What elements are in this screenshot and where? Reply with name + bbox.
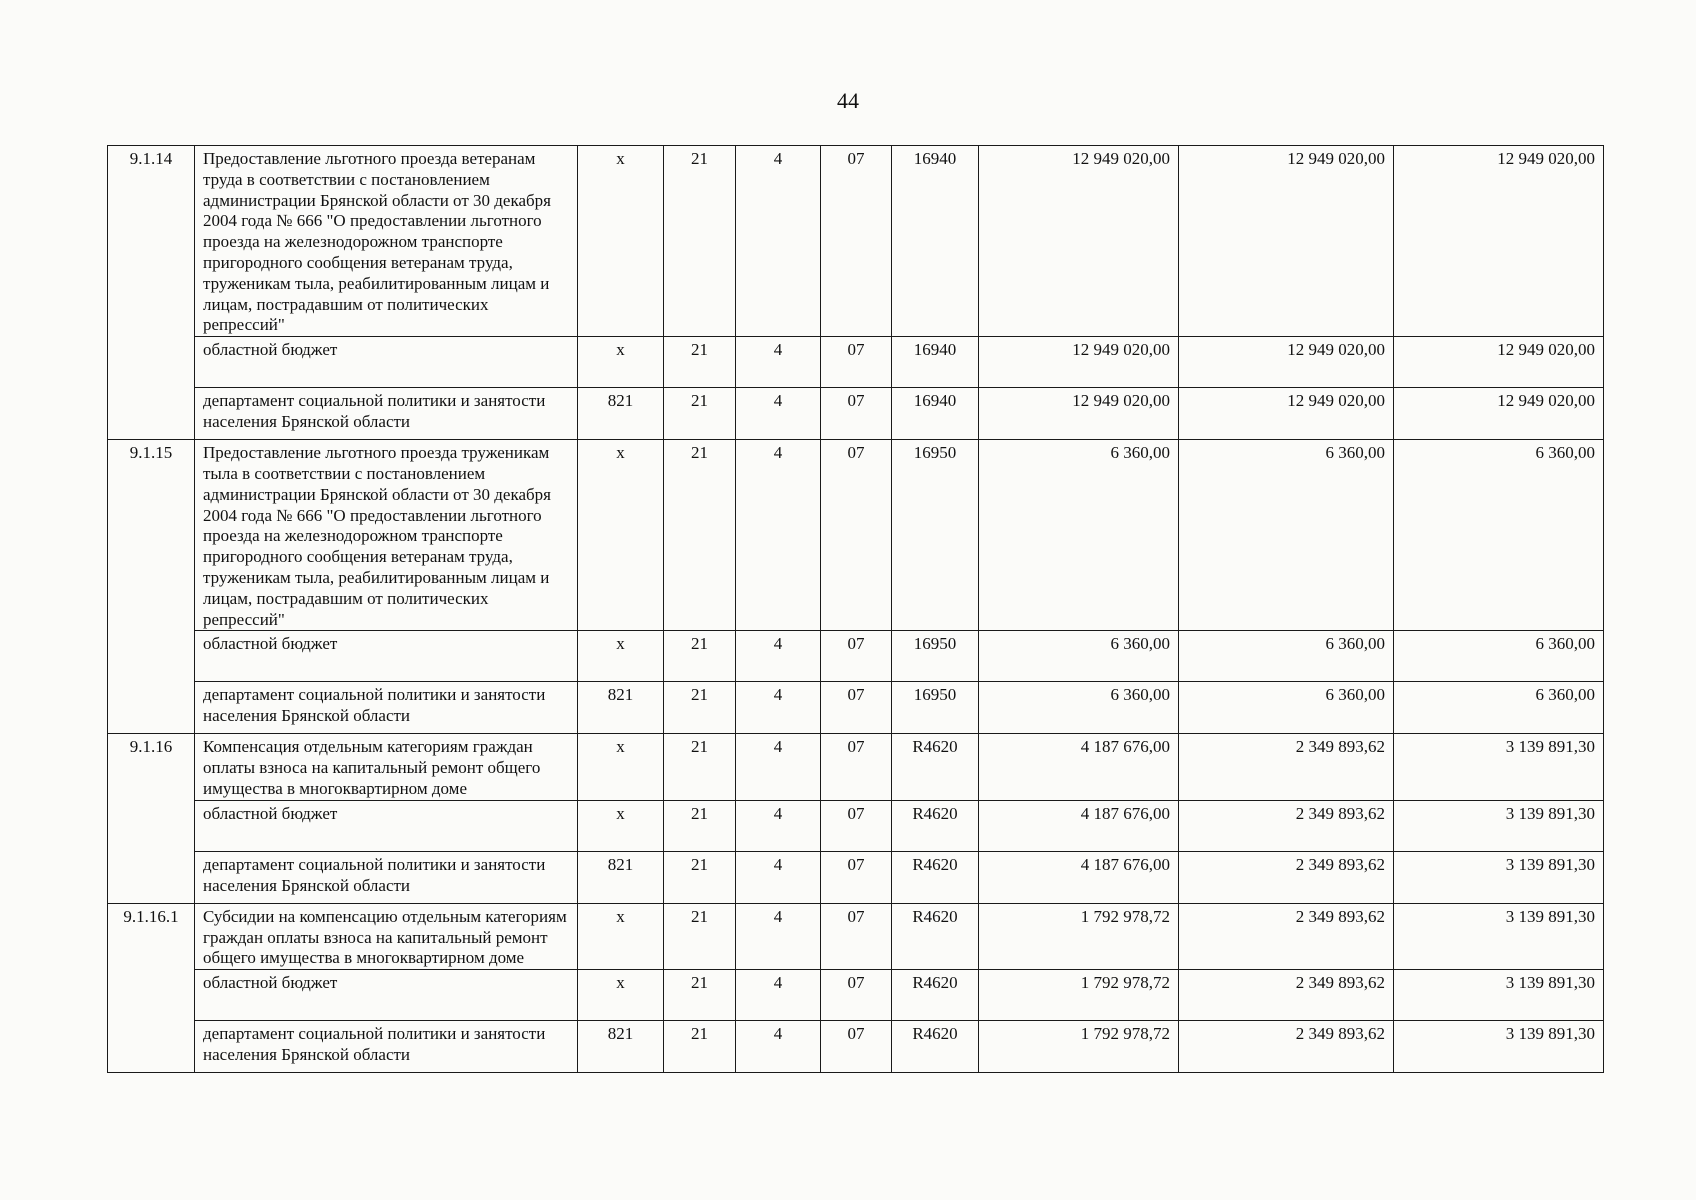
cell-pr: 4 bbox=[736, 903, 821, 969]
cell-rz: 21 bbox=[664, 440, 736, 631]
cell-amount-year1: 4 187 676,00 bbox=[979, 800, 1179, 851]
cell-pr: 4 bbox=[736, 734, 821, 800]
budget-table bbox=[107, 145, 1604, 1073]
table-row-department bbox=[108, 682, 1604, 734]
cell-csr: 07 bbox=[821, 631, 892, 682]
table-row-regional-budget bbox=[108, 970, 1604, 1021]
cell-amount-year2: 12 949 020,00 bbox=[1179, 337, 1394, 388]
cell-rz: 21 bbox=[664, 1021, 736, 1073]
cell-amount-year3: 6 360,00 bbox=[1394, 682, 1604, 734]
cell-rz: 21 bbox=[664, 146, 736, 337]
cell-grbs: х bbox=[578, 337, 664, 388]
page-number: 44 bbox=[837, 88, 859, 113]
cell-name: департамент социальной политики и занятости населения Брянской области bbox=[195, 1021, 578, 1073]
budget-table-body bbox=[108, 146, 1604, 1073]
cell-amount-year3: 12 949 020,00 bbox=[1394, 388, 1604, 440]
cell-pr: 4 bbox=[736, 970, 821, 1021]
cell-grbs: 821 bbox=[578, 388, 664, 440]
cell-pr: 4 bbox=[736, 388, 821, 440]
table-row-department bbox=[108, 1021, 1604, 1073]
cell-csr: 07 bbox=[821, 146, 892, 337]
cell-amount-year3: 6 360,00 bbox=[1394, 440, 1604, 631]
cell-amount-year1: 4 187 676,00 bbox=[979, 851, 1179, 903]
cell-amount-year1: 6 360,00 bbox=[979, 631, 1179, 682]
cell-amount-year2: 2 349 893,62 bbox=[1179, 1021, 1394, 1073]
table-row-measure bbox=[108, 734, 1604, 800]
cell-amount-year3: 12 949 020,00 bbox=[1394, 146, 1604, 337]
cell-amount-year3: 3 139 891,30 bbox=[1394, 734, 1604, 800]
cell-grbs: х bbox=[578, 903, 664, 969]
cell-pr: 4 bbox=[736, 631, 821, 682]
cell-pr: 4 bbox=[736, 800, 821, 851]
cell-name: департамент социальной политики и занятости населения Брянской области bbox=[195, 388, 578, 440]
table-row-measure bbox=[108, 903, 1604, 969]
cell-rz: 21 bbox=[664, 682, 736, 734]
cell-csr: 07 bbox=[821, 851, 892, 903]
table-row-regional-budget bbox=[108, 631, 1604, 682]
cell-amount-year3: 3 139 891,30 bbox=[1394, 970, 1604, 1021]
table-row-department bbox=[108, 851, 1604, 903]
cell-grbs: х bbox=[578, 631, 664, 682]
cell-csr: 07 bbox=[821, 903, 892, 969]
cell-name: департамент социальной политики и занятости населения Брянской области bbox=[195, 851, 578, 903]
cell-grbs: 821 bbox=[578, 682, 664, 734]
cell-amount-year2: 2 349 893,62 bbox=[1179, 800, 1394, 851]
cell-amount-year2: 2 349 893,62 bbox=[1179, 734, 1394, 800]
cell-code: R4620 bbox=[892, 903, 979, 969]
cell-amount-year3: 3 139 891,30 bbox=[1394, 800, 1604, 851]
cell-grbs: х bbox=[578, 800, 664, 851]
cell-rz: 21 bbox=[664, 337, 736, 388]
cell-csr: 07 bbox=[821, 388, 892, 440]
cell-amount-year1: 1 792 978,72 bbox=[979, 970, 1179, 1021]
cell-name: областной бюджет bbox=[195, 631, 578, 682]
table-row-regional-budget bbox=[108, 800, 1604, 851]
cell-csr: 07 bbox=[821, 970, 892, 1021]
cell-rz: 21 bbox=[664, 388, 736, 440]
cell-amount-year1: 1 792 978,72 bbox=[979, 903, 1179, 969]
cell-amount-year2: 6 360,00 bbox=[1179, 440, 1394, 631]
cell-amount-year2: 12 949 020,00 bbox=[1179, 388, 1394, 440]
cell-code: 16950 bbox=[892, 631, 979, 682]
cell-csr: 07 bbox=[821, 337, 892, 388]
cell-amount-year3: 3 139 891,30 bbox=[1394, 903, 1604, 969]
cell-amount-year1: 6 360,00 bbox=[979, 440, 1179, 631]
cell-code: R4620 bbox=[892, 851, 979, 903]
cell-code: R4620 bbox=[892, 970, 979, 1021]
cell-code: 16940 bbox=[892, 146, 979, 337]
table-row-department bbox=[108, 388, 1604, 440]
cell-pr: 4 bbox=[736, 337, 821, 388]
cell-amount-year1: 6 360,00 bbox=[979, 682, 1179, 734]
cell-rz: 21 bbox=[664, 903, 736, 969]
cell-item-number: 9.1.16 bbox=[108, 734, 195, 903]
cell-grbs: 821 bbox=[578, 1021, 664, 1073]
cell-grbs: х bbox=[578, 970, 664, 1021]
cell-code: 16940 bbox=[892, 337, 979, 388]
cell-amount-year1: 4 187 676,00 bbox=[979, 734, 1179, 800]
cell-amount-year2: 2 349 893,62 bbox=[1179, 903, 1394, 969]
cell-pr: 4 bbox=[736, 1021, 821, 1073]
cell-amount-year2: 12 949 020,00 bbox=[1179, 146, 1394, 337]
cell-item-number: 9.1.14 bbox=[108, 146, 195, 440]
cell-name: областной бюджет bbox=[195, 800, 578, 851]
cell-csr: 07 bbox=[821, 1021, 892, 1073]
table-row-regional-budget bbox=[108, 337, 1604, 388]
cell-code: 16950 bbox=[892, 682, 979, 734]
cell-csr: 07 bbox=[821, 440, 892, 631]
cell-item-number: 9.1.15 bbox=[108, 440, 195, 734]
cell-grbs: х bbox=[578, 734, 664, 800]
table-row-measure bbox=[108, 146, 1604, 337]
cell-code: R4620 bbox=[892, 800, 979, 851]
cell-rz: 21 bbox=[664, 631, 736, 682]
cell-name: Компенсация отдельным категориям граждан оплаты взноса на капитальный ремонт общего имущества в многоквартирном доме bbox=[195, 734, 578, 800]
cell-amount-year3: 6 360,00 bbox=[1394, 631, 1604, 682]
cell-amount-year1: 1 792 978,72 bbox=[979, 1021, 1179, 1073]
cell-code: 16950 bbox=[892, 440, 979, 631]
table-row-measure bbox=[108, 440, 1604, 631]
cell-rz: 21 bbox=[664, 800, 736, 851]
cell-name: Предоставление льготного проезда труженикам тыла в соответствии с постановлением администрации Брянской области от 30 декабря 2004 года № 666 "О предоставлении льготного проезда на железнодорожном транспорте пригородного сообщения ветеранам труда, труженикам тыла, реабилитированным лицам и лицам, пострадавшим от политических репрессий" bbox=[195, 440, 578, 631]
cell-csr: 07 bbox=[821, 734, 892, 800]
cell-amount-year2: 6 360,00 bbox=[1179, 682, 1394, 734]
cell-code: R4620 bbox=[892, 734, 979, 800]
cell-amount-year2: 2 349 893,62 bbox=[1179, 970, 1394, 1021]
cell-grbs: 821 bbox=[578, 851, 664, 903]
cell-code: R4620 bbox=[892, 1021, 979, 1073]
cell-name: Субсидии на компенсацию отдельным категориям граждан оплаты взноса на капитальный ремонт общего имущества в многоквартирном доме bbox=[195, 903, 578, 969]
cell-rz: 21 bbox=[664, 851, 736, 903]
cell-name: департамент социальной политики и занятости населения Брянской области bbox=[195, 682, 578, 734]
cell-amount-year3: 3 139 891,30 bbox=[1394, 851, 1604, 903]
cell-amount-year1: 12 949 020,00 bbox=[979, 337, 1179, 388]
cell-csr: 07 bbox=[821, 800, 892, 851]
cell-code: 16940 bbox=[892, 388, 979, 440]
cell-rz: 21 bbox=[664, 970, 736, 1021]
cell-amount-year1: 12 949 020,00 bbox=[979, 146, 1179, 337]
cell-name: областной бюджет bbox=[195, 337, 578, 388]
cell-amount-year2: 2 349 893,62 bbox=[1179, 851, 1394, 903]
cell-name: областной бюджет bbox=[195, 970, 578, 1021]
cell-pr: 4 bbox=[736, 146, 821, 337]
cell-item-number: 9.1.16.1 bbox=[108, 903, 195, 1072]
cell-amount-year3: 12 949 020,00 bbox=[1394, 337, 1604, 388]
cell-pr: 4 bbox=[736, 851, 821, 903]
cell-name: Предоставление льготного проезда ветеранам труда в соответствии с постановлением администрации Брянской области от 30 декабря 2004 года № 666 "О предоставлении льготного проезда на железнодорожном транспорте пригородного сообщения ветеранам труда, труженикам тыла, реабилитированным лицам и лицам, пострадавшим от политических репрессий" bbox=[195, 146, 578, 337]
cell-amount-year1: 12 949 020,00 bbox=[979, 388, 1179, 440]
cell-rz: 21 bbox=[664, 734, 736, 800]
cell-grbs: х bbox=[578, 440, 664, 631]
cell-pr: 4 bbox=[736, 682, 821, 734]
cell-csr: 07 bbox=[821, 682, 892, 734]
cell-pr: 4 bbox=[736, 440, 821, 631]
cell-amount-year3: 3 139 891,30 bbox=[1394, 1021, 1604, 1073]
cell-grbs: х bbox=[578, 146, 664, 337]
cell-amount-year2: 6 360,00 bbox=[1179, 631, 1394, 682]
